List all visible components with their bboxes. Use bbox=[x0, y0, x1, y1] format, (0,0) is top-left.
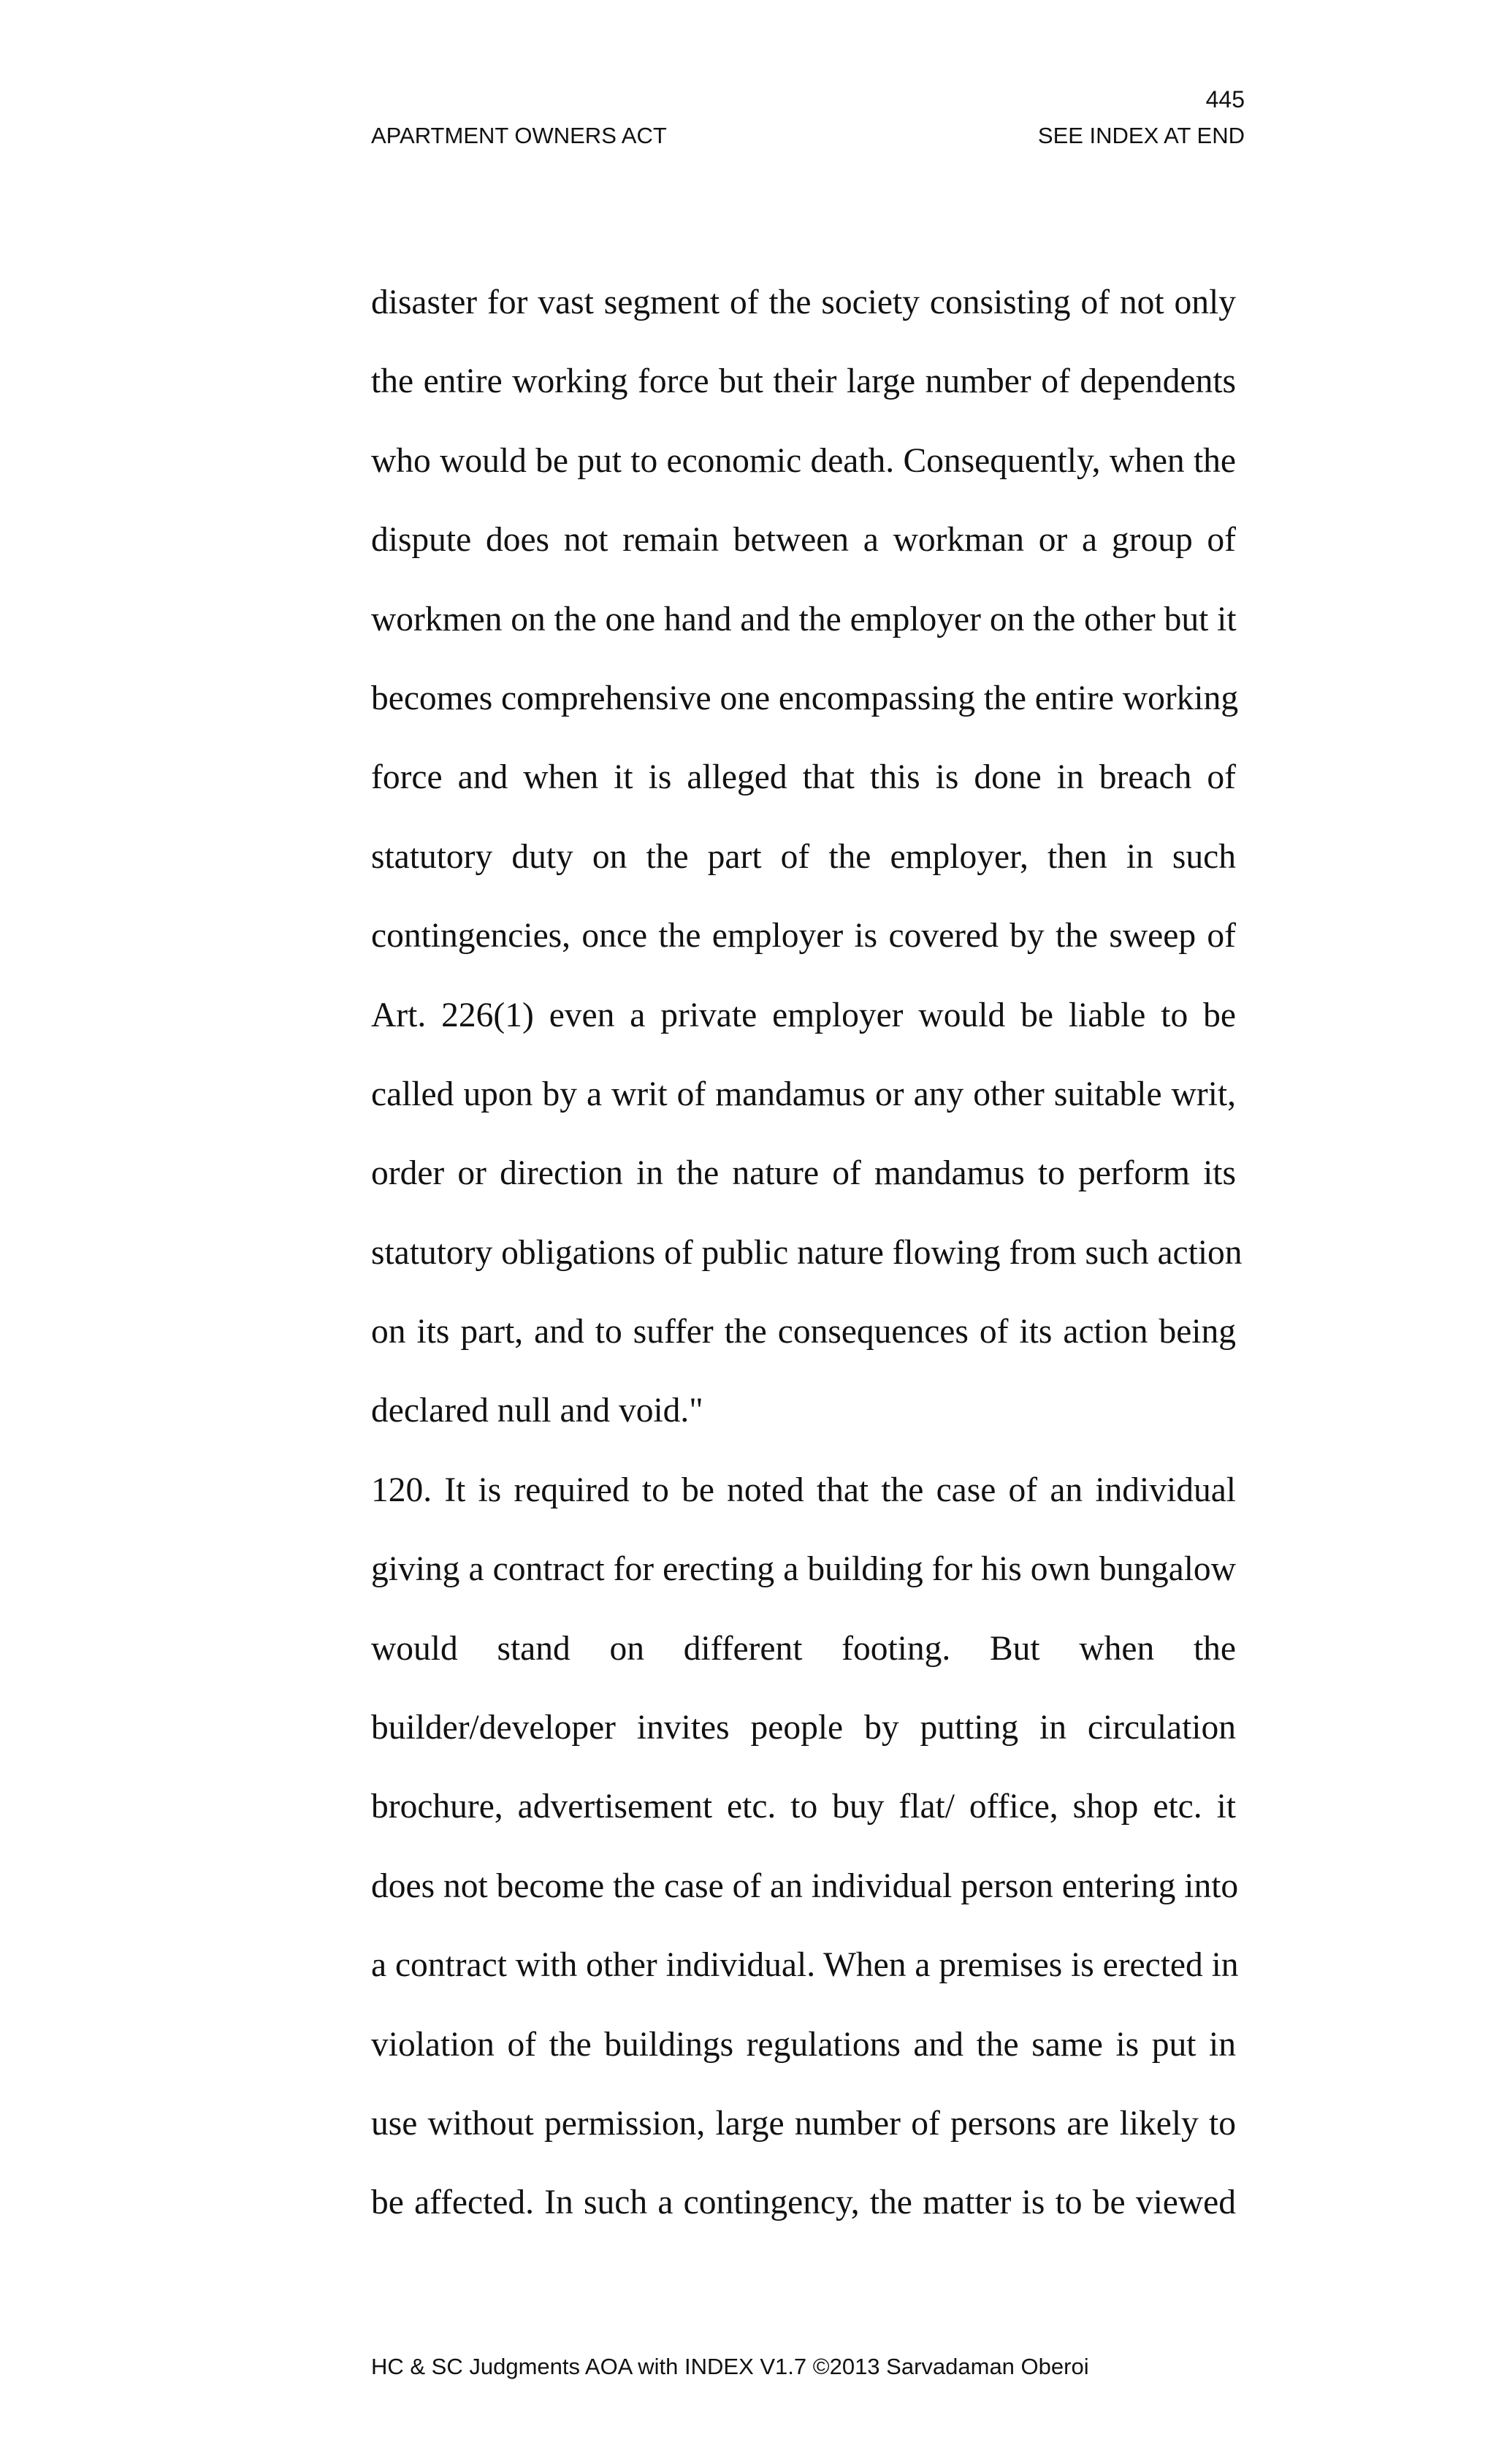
page-number: 445 bbox=[1205, 86, 1245, 112]
text-line: dispute does not remain between a workman or a group of bbox=[371, 521, 1236, 560]
page-footer: HC & SC Judgments AOA with INDEX V1.7 ©2013 Sarvadaman Oberoi bbox=[371, 2354, 1089, 2379]
text-line: builder/developer invites people by putting in circulation bbox=[371, 1709, 1236, 1747]
text-line: violation of the buildings regulations and the same is put in bbox=[371, 2025, 1236, 2064]
text-line: on its part, and to suffer the consequences of its action being bbox=[371, 1313, 1236, 1351]
text-line: would stand on different footing. But when the bbox=[371, 1629, 1236, 1668]
text-line: use without permission, large number of persons are likely to bbox=[371, 2104, 1236, 2143]
text-line: order or direction in the nature of mandamus to perform its bbox=[371, 1154, 1236, 1193]
text-line: who would be put to economic death. Consequently, when the bbox=[371, 441, 1236, 480]
header-title: APARTMENT OWNERS ACT bbox=[371, 123, 667, 148]
text-line: statutory obligations of public nature flowing from such action bbox=[371, 1233, 1243, 1272]
text-line: Art. 226(1) even a private employer would be liable to be bbox=[371, 996, 1236, 1034]
judgment-text bbox=[371, 263, 1243, 2243]
paragraph-120-start: 120. It is required to be noted that the case of an individual bbox=[371, 1471, 1236, 1509]
text-line: brochure, advertisement etc. to buy flat/ office, shop etc. it bbox=[371, 1788, 1236, 1826]
text-line: does not become the case of an individual person entering into bbox=[371, 1866, 1239, 1905]
text-line: a contract with other individual. When a premises is erected in bbox=[371, 1946, 1239, 1985]
text-line: called upon by a writ of mandamus or any other suitable writ, bbox=[371, 1075, 1236, 1113]
text-line: giving a contract for erecting a building for his own bungalow bbox=[371, 1550, 1236, 1589]
text-line: the entire working force but their large number of dependents bbox=[371, 362, 1236, 401]
header-index-note: SEE INDEX AT END bbox=[1037, 123, 1245, 148]
text-line: force and when it is alleged that this is done in breach of bbox=[371, 758, 1236, 797]
text-line: workmen on the one hand and the employer on the other but it bbox=[371, 600, 1237, 638]
text-line: statutory duty on the part of the employer, then in such bbox=[371, 837, 1236, 876]
text-line: disaster for vast segment of the society consisting of not only bbox=[371, 283, 1236, 321]
text-line: contingencies, once the employer is covered by the sweep of bbox=[371, 917, 1236, 956]
text-line: becomes comprehensive one encompassing the entire working bbox=[371, 679, 1239, 717]
running-header bbox=[371, 123, 1245, 149]
text-line: declared null and void." bbox=[371, 1392, 703, 1430]
text-line: be affected. In such a contingency, the matter is to be viewed bbox=[371, 2183, 1236, 2222]
